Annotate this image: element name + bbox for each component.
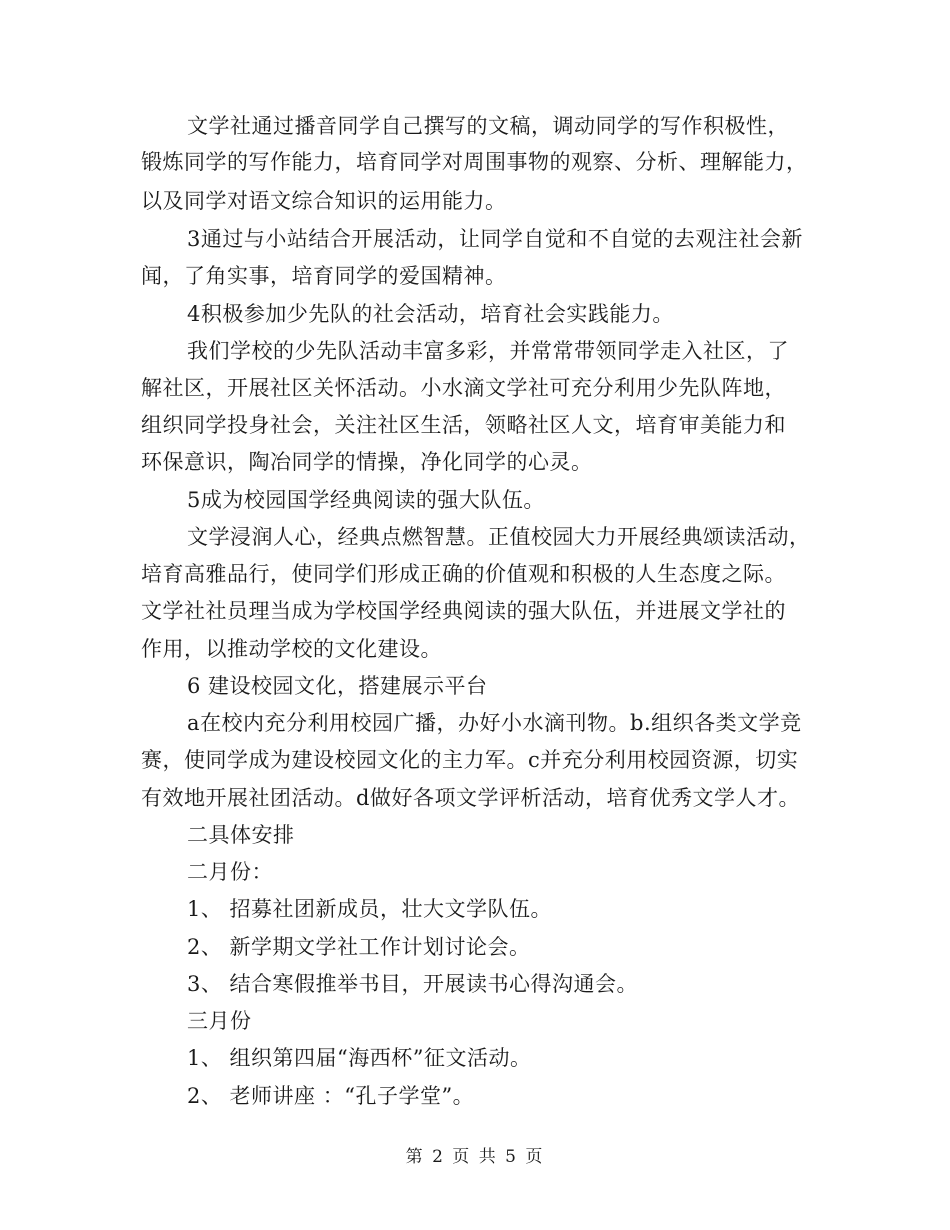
section-heading: 二具体安排: [187, 823, 295, 847]
month-heading: 三月份: [187, 1009, 252, 1033]
text-line: 有效地开展社团活动。d做好各项文学评析活动，培育优秀文学人才。: [141, 786, 800, 810]
text-line: 文学社通过播音同学自己撰写的文稿，调动同学的写作积极性，: [187, 114, 789, 138]
text-line: 我们学校的少先队活动丰富多彩，并常常带领同学走入社区，了: [187, 339, 789, 363]
list-item: 3、 结合寒假推举书目，开展读书心得沟通会。: [187, 972, 639, 996]
text-line: 文学浸润人心，经典点燃智慧。正值校园大力开展经典颂读活动，: [187, 525, 811, 549]
text-line: 培育高雅品行，使同学们形成正确的价值观和积极的人生态度之际。: [141, 562, 786, 586]
text-line: 环保意识，陶冶同学的情操，净化同学的心灵。: [141, 450, 593, 474]
list-item: 2、 老师讲座 ：“孔子学堂”。: [187, 1084, 475, 1108]
text-line: 以及同学对语文综合知识的运用能力。: [141, 189, 507, 213]
text-line: a在校内充分利用校园广播，办好小水滴刊物。b.组织各类文学竞: [187, 711, 802, 735]
text-line: 4积极参加少先队的社会活动，培育社会实践能力。: [187, 302, 674, 326]
list-item: 1、 组织第四届“海西杯”征文活动。: [187, 1046, 532, 1070]
month-heading: 二月份：: [187, 860, 273, 884]
list-item: 1、 招募社团新成员，壮大文学队伍。: [187, 897, 553, 921]
text-line: 闻，了角实事，培育同学的爱国精神。: [141, 264, 507, 288]
text-line: 文学社社员理当成为学校国学经典阅读的强大队伍，并进展文学社的: [141, 599, 786, 623]
text-line: 组织同学投身社会，关注社区生活，领略社区人文，培育审美能力和: [141, 413, 786, 437]
text-line: 锻炼同学的写作能力，培育同学对周围事物的观察、分析、理解能力，: [141, 150, 808, 174]
text-line: 解社区，开展社区关怀活动。小水滴文学社可充分利用少先队阵地，: [141, 376, 786, 400]
section-heading: 6 建设校园文化，搭建展示平台: [187, 674, 488, 698]
page-number-footer: 第 2 页 共 5 页: [405, 1147, 545, 1167]
text-line: 5成为校园国学经典阅读的强大队伍。: [187, 488, 545, 512]
list-item: 2、 新学期文学社工作计划讨论会。: [187, 935, 531, 959]
text-line: 作用，以推动学校的文化建设。: [141, 637, 442, 661]
text-line: 3通过与小站结合开展活动，让同学自觉和不自觉的去观注社会新: [187, 227, 803, 251]
text-line: 赛，使同学成为建设校园文化的主力军。c并充分利用校园资源，切实: [141, 748, 799, 772]
